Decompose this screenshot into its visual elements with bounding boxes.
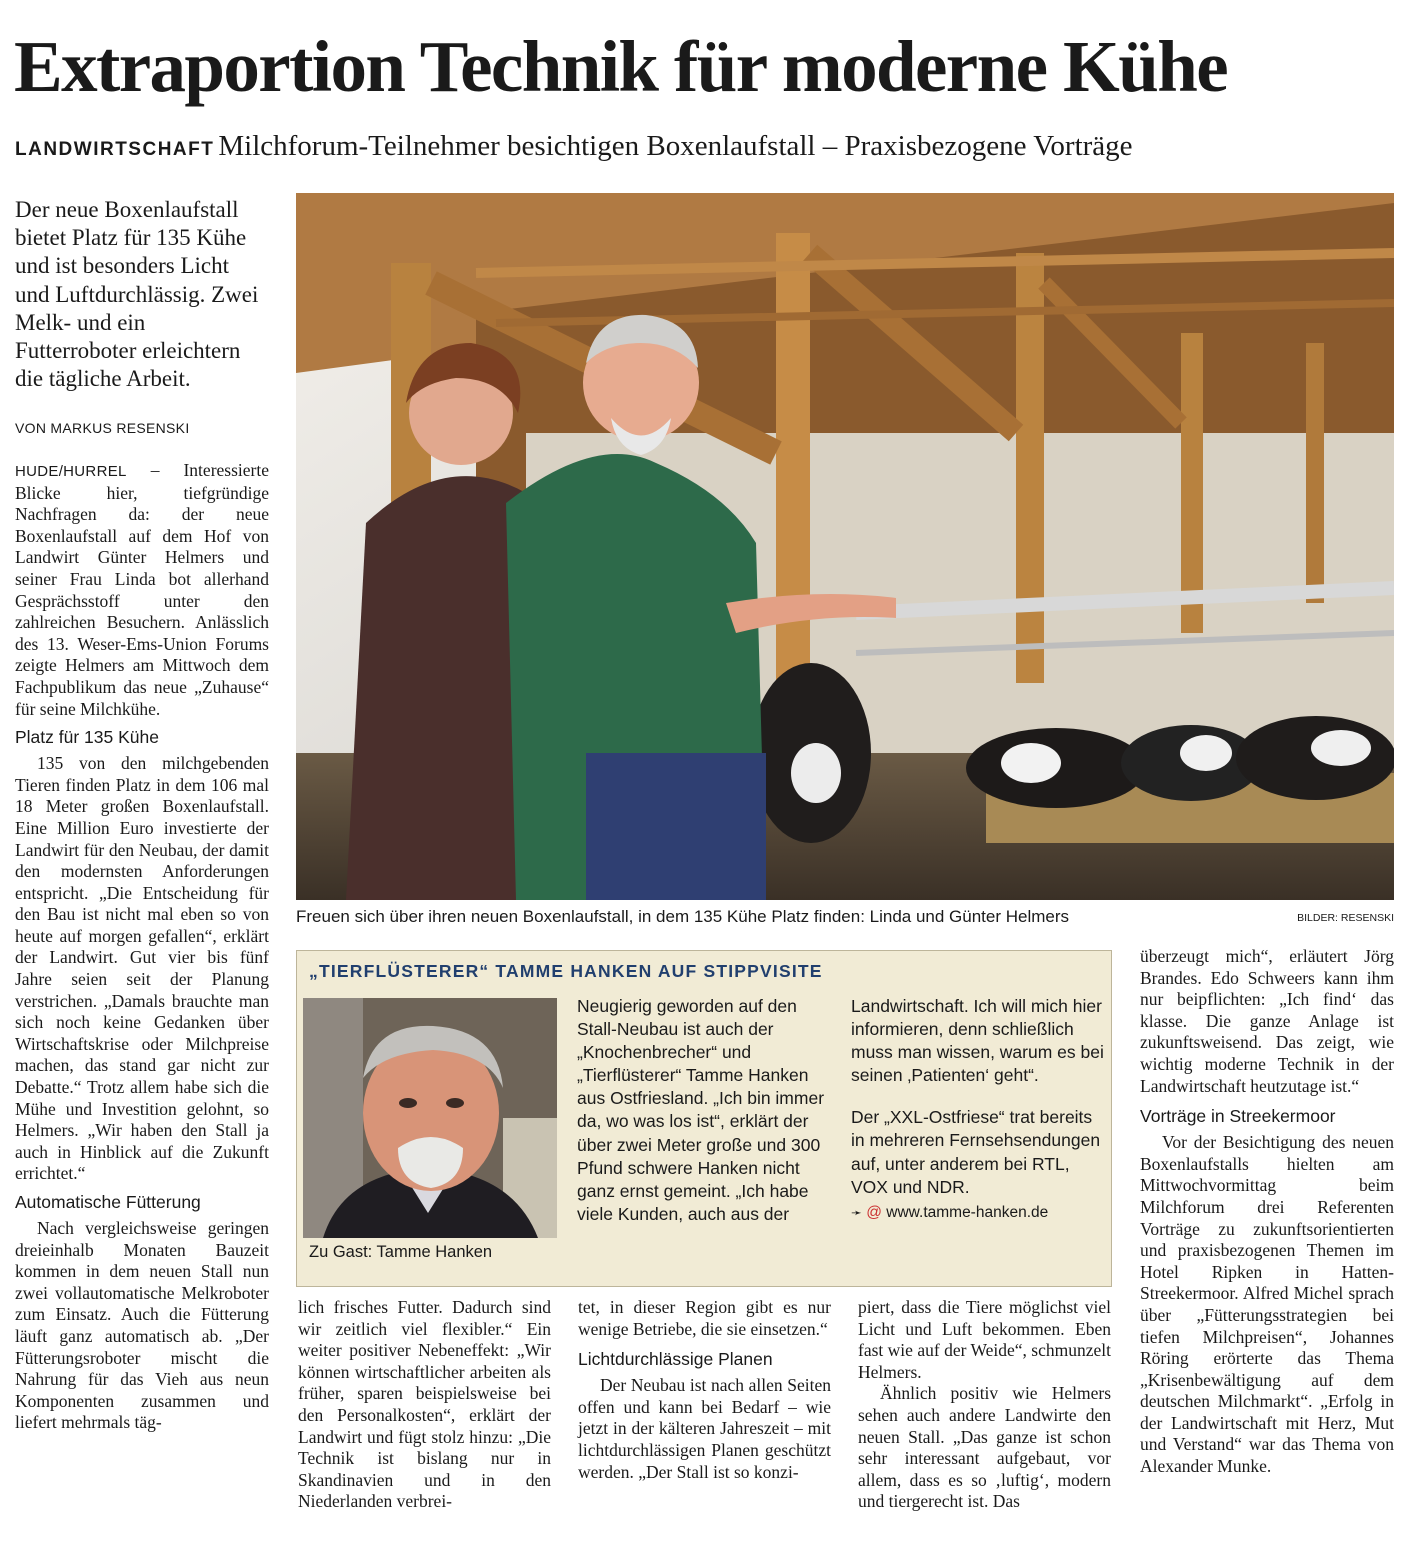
subheadline: Milchforum-Teilnehmer besichtigen Boxenlaufstall – Praxisbezogene Vorträge: [218, 130, 1133, 162]
lead-paragraph: Der neue Boxenlaufstall bietet Platz für 135 Kühe und ist besonders Licht und Luftdurchlässig. Zwei Melk- und ein Futterroboter erleichtern die tägliche Arbeit.: [15, 197, 259, 392]
section-kicker: LANDWIRTSCHAFT: [15, 139, 215, 160]
website-url[interactable]: www.tamme-hanken.de: [886, 1203, 1049, 1221]
paragraph: Der Neubau ist nach allen Seiten offen und kann bei Bedarf – wie jetzt in der kälteren Jahreszeit – mit lichtdurchlässigen Planen geschützt werden. „Der Stall ist so konzi-: [578, 1375, 831, 1482]
photo-caption: Freuen sich über ihren neuen Boxenlaufstall, in dem 135 Kühe Platz finden: Linda und Günter Helmers: [296, 907, 1070, 926]
paragraph: Vor der Besichtigung des neuen Boxenlaufstalls hielten am Mittwochvormittag beim Milchforum drei Referenten Vorträge zu zukunftsorientierten und praxisbezogenen Themen im Hotel Ripken in Hatten-Streekermoor. Alfred Michel sprach über „Fütterungsstrategien bei tiefen Milchpreisen“, Johannes Röring erörterte das Thema „Krisenbewältigung auf dem deutschen Milchmarkt“. „Erfolg in der Landwirtschaft mit Herz, Mut und Verstand“ war das Thema von Alexander Munke.: [1140, 1132, 1394, 1477]
info-box-column-1: [577, 995, 839, 1226]
info-box-paragraph: Neugierig geworden auf den Stall-Neubau ist auch der „Knochenbrecher“ und „Tierflüsterer“ Tamme Hanken aus Ostfriesland. „Ich bin immer da, wo was los ist“, erklärt der über zwei Meter große und 300 Pfund schwere Hanken nicht ganz ernst gemeint. „Ich habe viele Kunden, auch aus der: [577, 996, 825, 1224]
paragraph: Ähnlich positiv wie Helmers sehen auch andere Landwirte den neuen Stall. „Das ganze ist schon sehr interessant aufgebaut, vor allem, dass es so ‚luftig‘, modern und tiergerecht ist. Das: [858, 1383, 1111, 1512]
website-link[interactable]: [851, 1204, 1107, 1222]
paragraph: 135 von den milchgebenden Tieren finden Platz in dem 106 mal 18 Meter großen Boxenlaufstall. Eine Million Euro investierte der Landwirt für den Neubau, der damit den modernsten Anforderungen entspricht. „Die Entscheidung für den Bau ist nicht mal eben so von heute auf morgen gefallen“, erklärt der Landwirt. Gut vier bis fünf Jahre seien seit der Planung verstrichen. „Damals brauchte man sich noch keine Gedanken über Wirtschaftskrise oder Milchpreise machen, das stand gar nicht zur Debatte.“ Trotz allem habe sich die Mühe und Investition gelohnt, so Helmers. „Wir haben den Stall ja auch in Hinblick auf die Zukunft errichtet.“: [15, 753, 269, 1184]
portrait-photo: [303, 998, 557, 1238]
stable-photo: [296, 193, 1394, 900]
paragraph: überzeugt mich“, erläutert Jörg Brandes. Edo Schweers kann ihm nur beipflichten: „Ich find‘ das klasse. Die ganze Anlage ist zukunftsweisend. Das zeigt, wie wichtig moderne Technik in der Landwirtschaft heutzutage ist.“: [1140, 946, 1394, 1096]
portrait-illustration: [303, 998, 557, 1238]
article-column-1: [15, 460, 269, 1434]
section-subhead: Lichtdurchlässige Planen: [578, 1349, 773, 1370]
paragraph: lich frisches Futter. Dadurch sind wir zeitlich viel flexibler.“ Ein weiter positiver Nebeneffekt: „Wir können wirtschaftlicher arbeiten als früher, sparen beispielsweise bei den Personalkosten“, erklärt der Landwirt und fügt stolz hinzu: „Die Technik ist bislang nur in Skandinavien und in den Niederlanden verbrei-: [298, 1297, 551, 1512]
photo-illustration: [296, 193, 1394, 900]
article-column-3: [578, 1297, 831, 1483]
section-subhead: Vorträge in Streekermoor: [1140, 1106, 1336, 1127]
headline: Extraportion Technik für moderne Kühe: [14, 26, 1228, 107]
info-box: [296, 950, 1112, 1287]
portrait-caption: Zu Gast: Tamme Hanken: [309, 1243, 493, 1261]
article-column-2: [298, 1297, 551, 1513]
photo-credit: BILDER: RESENSKI: [1297, 912, 1394, 924]
paragraph: piert, dass die Tiere möglichst viel Licht und Luft bekommen. Eben fast wie auf der Weide“, schmunzelt Helmers.: [858, 1297, 1111, 1382]
byline: VON MARKUS RESENSKI: [15, 420, 190, 436]
info-box-title: „TIERFLÜSTERER“ TAMME HANKEN AUF STIPPVISITE: [309, 961, 823, 981]
paragraph: [15, 460, 269, 720]
info-box-paragraph: Der „XXL-Ostfriese“ trat bereits in mehreren Fernsehsendungen auf, unter anderem bei RTL, VOX und NDR.: [851, 1107, 1101, 1197]
paragraph-text: – Interessierte Blicke hier, tiefgründige Nachfragen da: der neue Boxenlaufstall auf dem Hof von Landwirt Günter Helmers und seiner Frau Linda bot allerhand Gesprächsstoff unter den zahlreichen Besuchern. Anlässlich des 13. Weser-Ems-Union Forums zeigte Helmers am Mittwoch dem Fachpublikum das neue „Zuhause“ für seine Milchkühe.: [15, 460, 269, 719]
section-subhead: Platz für 135 Kühe: [15, 727, 159, 748]
paragraph: Nach vergleichsweise geringen dreieinhalb Monaten Bauzeit kommen in dem neuen Stall nun zwei vollautomatische Melkroboter zum Einsatz. Auch die Fütterung läuft ganz automatisch ab. „Der Fütterungsroboter mischt die Nahrung für das Vieh aus neun Komponenten zusammen und liefert mehrmals täg-: [15, 1218, 269, 1433]
arrow-icon: ➛: [851, 1204, 862, 1220]
info-box-column-2: [851, 995, 1107, 1222]
article-column-5: [1140, 946, 1394, 1478]
subheadline-row: [15, 130, 1410, 163]
section-subhead: Automatische Fütterung: [15, 1192, 201, 1212]
at-icon: @: [866, 1203, 882, 1221]
dateline: HUDE/HURREL: [15, 463, 127, 480]
article-column-4: [858, 1297, 1111, 1513]
info-box-paragraph: Landwirtschaft. Ich will mich hier informieren, denn schließlich muss man wissen, warum es bei seinen ‚Patienten‘ geht“.: [851, 996, 1104, 1086]
paragraph: tet, in dieser Region gibt es nur wenige Betriebe, die sie einsetzen.“: [578, 1297, 831, 1339]
